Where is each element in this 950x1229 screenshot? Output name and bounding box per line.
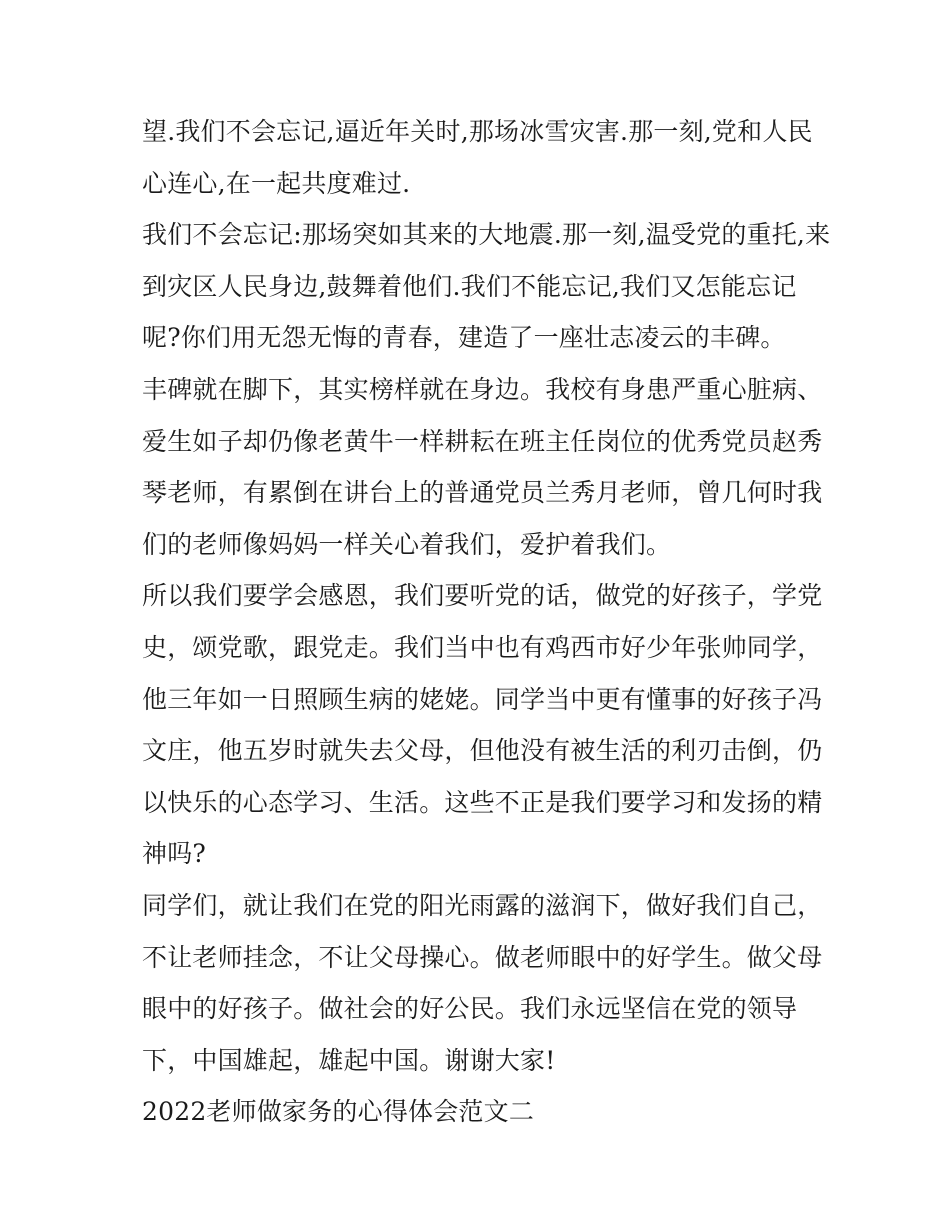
text-line: 文庄，他五岁时就失去父母，但他没有被生活的利刃击倒，仍 xyxy=(142,736,823,766)
text-line: 丰碑就在脚下，其实榜样就在身边。我校有身患严重心脏病、 xyxy=(142,374,823,404)
text-line: 以快乐的心态学习、生活。这些不正是我们要学习和发扬的精 xyxy=(142,787,823,817)
text-line: 们的老师像妈妈一样关心着我们，爱护着我们。 xyxy=(142,529,672,559)
text-line: 同学们，就让我们在党的阳光雨露的滋润下，做好我们自己， xyxy=(142,890,823,920)
text-line: 史，颂党歌，跟党走。我们当中也有鸡西市好少年张帅同学， xyxy=(142,632,823,662)
text-line: 心连心,在一起共度难过. xyxy=(142,168,411,198)
text-line: 不让老师挂念，不让父母操心。做老师眼中的好学生。做父母 xyxy=(142,942,823,972)
text-line: 琴老师，有累倒在讲台上的普通党员兰秀月老师，曾几何时我 xyxy=(142,478,823,508)
text-line: 所以我们要学会感恩，我们要听党的话，做党的好孩子，学党 xyxy=(142,581,823,611)
text-line: 爱生如子却仍像老黄牛一样耕耘在班主任岗位的优秀党员赵秀 xyxy=(142,426,823,456)
text-line: 下，中国雄起，雄起中国。谢谢大家! xyxy=(142,1045,556,1075)
text-line: 他三年如一日照顾生病的姥姥。同学当中更有懂事的好孩子冯 xyxy=(142,684,823,714)
text-line: 到灾区人民身边,鼓舞着他们.我们不能忘记,我们又怎能忘记 xyxy=(142,271,797,301)
section-heading: 2022老师做家务的心得体会范文二 xyxy=(142,1097,535,1127)
document-body xyxy=(142,106,831,1138)
text-line: 眼中的好孩子。做社会的好公民。我们永远坚信在党的领导 xyxy=(142,994,798,1024)
text-line: 望.我们不会忘记,逼近年关时,那场冰雪灾害.那一刻,党和人民 xyxy=(142,117,813,146)
text-line: 我们不会忘记:那场突如其来的大地震.那一刻,温受党的重托,来 xyxy=(142,220,831,250)
text-line: 呢?你们用无怨无悔的青春，建造了一座壮志凌云的丰碑。 xyxy=(142,323,786,353)
text-line: 神吗? xyxy=(142,839,207,869)
